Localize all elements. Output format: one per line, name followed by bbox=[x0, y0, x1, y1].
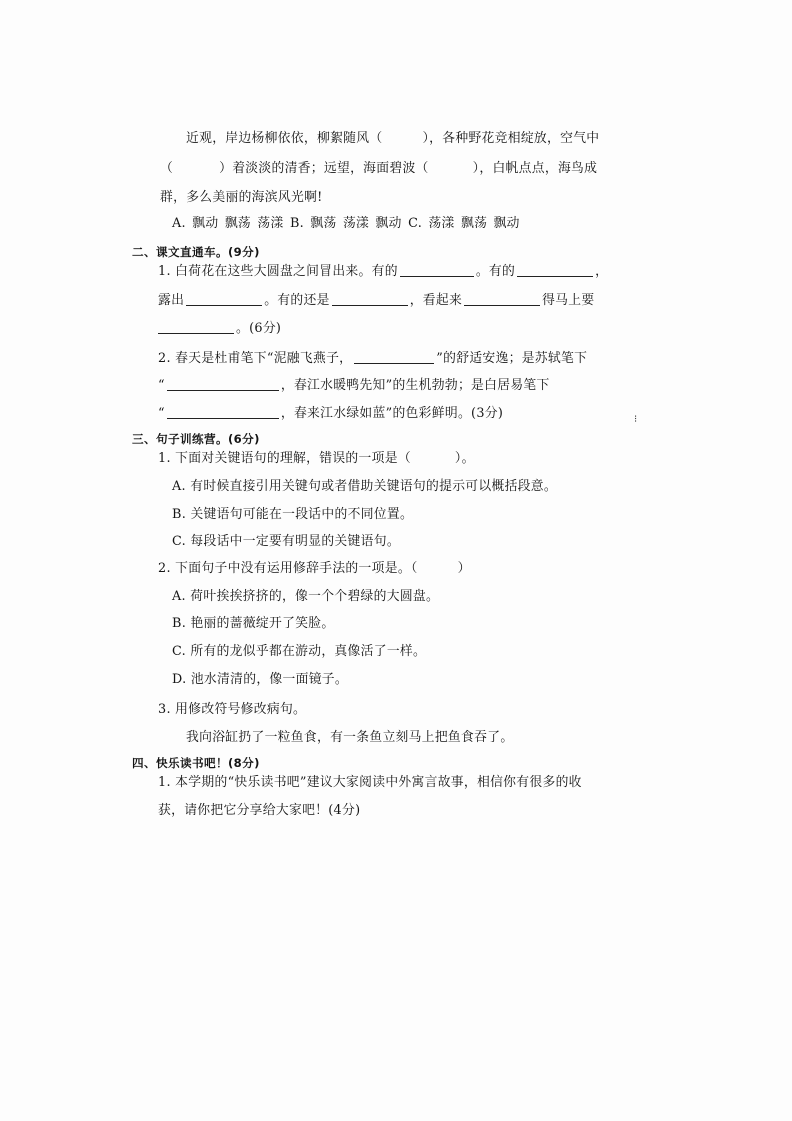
fill-blank[interactable] bbox=[517, 264, 593, 277]
fill-blank[interactable] bbox=[167, 378, 279, 391]
s2-q1-line-1 bbox=[158, 263, 608, 281]
s2-q1-line-2 bbox=[158, 292, 594, 310]
s3-q1-option-a: A. 有时候直接引用关键句或者借助关键语句的提示可以概括段意。 bbox=[172, 479, 557, 494]
question-text: ，春江水暖鸭先知”的生机勃勃；是白居易笔下 bbox=[280, 378, 550, 393]
question-text: “ bbox=[158, 406, 165, 421]
s3-q3: 3. 用修改符号修改病句。 bbox=[158, 702, 307, 717]
fill-blank[interactable] bbox=[167, 406, 279, 419]
question-text: 2. 春天是杜甫笔下“泥融飞燕子， bbox=[158, 351, 353, 366]
margin-mark: ⁝ bbox=[634, 414, 638, 425]
question-text: ，看起来 bbox=[409, 293, 463, 308]
s2-q2-line-2 bbox=[158, 377, 550, 395]
question-text: ， bbox=[595, 264, 609, 279]
s2-q2-line-1 bbox=[158, 350, 587, 368]
s3-q2-option-d: D. 池水清清的，像一面镜子。 bbox=[172, 672, 349, 687]
s3-q1-option-b: B. 关键语句可能在一段话中的不同位置。 bbox=[172, 507, 414, 522]
s3-q1 bbox=[158, 450, 475, 468]
passage-text: ），白帆点点，海鸟成 bbox=[472, 161, 598, 176]
question-text: 得马上要 bbox=[542, 293, 595, 308]
passage-text: ），各种野花竞相绽放，空气中 bbox=[422, 131, 600, 146]
question-text: 。(6分) bbox=[236, 321, 282, 336]
passage-line-1 bbox=[186, 130, 599, 148]
question-text: 露出 bbox=[158, 293, 185, 308]
question-text: ）。 bbox=[454, 451, 475, 466]
s2-q1-line-3 bbox=[158, 320, 281, 338]
question-text: 。有的还是 bbox=[264, 293, 330, 308]
s3-q2-option-c: C. 所有的龙似乎都在游动，真像活了一样。 bbox=[172, 644, 427, 659]
fill-blank[interactable] bbox=[332, 293, 408, 306]
question-text: “ bbox=[158, 378, 165, 393]
question-text: 。有的 bbox=[475, 264, 516, 279]
passage-text: 近观，岸边杨柳依依，柳絮随风（ bbox=[186, 131, 383, 146]
fill-blank[interactable] bbox=[354, 351, 434, 364]
fill-blank[interactable] bbox=[186, 293, 262, 306]
choice-options: A. 飘动 飘荡 荡漾 B. 飘荡 荡漾 飘动 C. 荡漾 飘荡 飘动 bbox=[172, 216, 520, 231]
section-2-heading: 二、课文直通车。(9分) bbox=[132, 245, 260, 259]
passage-text: ）着淡淡的清香；远望，海面碧波（ bbox=[219, 161, 429, 176]
s3-q2-option-a: A. 荷叶挨挨挤挤的，像一个个碧绿的大圆盘。 bbox=[172, 589, 440, 604]
section-3-heading: 三、句子训练营。(6分) bbox=[132, 432, 260, 446]
fill-blank[interactable] bbox=[400, 264, 474, 277]
s3-q3-sentence: 我向浴缸扔了一粒鱼食，有一条鱼立刻马上把鱼食吞了。 bbox=[186, 730, 514, 745]
section-4-heading: 四、快乐读书吧！(8分) bbox=[132, 756, 260, 770]
s3-q1-option-c: C. 每段话中一定要有明显的关键语句。 bbox=[172, 534, 400, 549]
question-text: 1. 白荷花在这些大圆盘之间冒出来。有的 bbox=[158, 264, 398, 279]
question-text: 2. 下面句子中没有运用修辞手法的一项是。（ bbox=[158, 561, 418, 576]
passage-line-2 bbox=[160, 160, 597, 178]
s4-q1-line-2: 获，请你把它分享给大家吧！(4分) bbox=[158, 803, 361, 818]
s4-q1-line-1: 1. 本学期的“快乐读书吧”建议大家阅读中外寓言故事，相信你有很多的收 bbox=[158, 775, 582, 790]
question-text: ） bbox=[457, 561, 471, 576]
fill-blank[interactable] bbox=[158, 321, 234, 334]
s3-q2 bbox=[158, 560, 471, 578]
question-text: 1. 下面对关键语句的理解，错误的一项是（ bbox=[158, 451, 411, 466]
passage-text: （ bbox=[160, 161, 174, 176]
fill-blank[interactable] bbox=[464, 293, 540, 306]
passage-line-3: 群，多么美丽的海滨风光啊! bbox=[160, 190, 323, 205]
question-text: ”的舒适安逸；是苏轼笔下 bbox=[436, 351, 588, 366]
s2-q2-line-3 bbox=[158, 405, 503, 423]
s3-q2-option-b: B. 艳丽的蔷薇绽开了笑脸。 bbox=[172, 616, 335, 631]
question-text: ，春来江水绿如蓝”的色彩鲜明。(3分) bbox=[280, 406, 504, 421]
